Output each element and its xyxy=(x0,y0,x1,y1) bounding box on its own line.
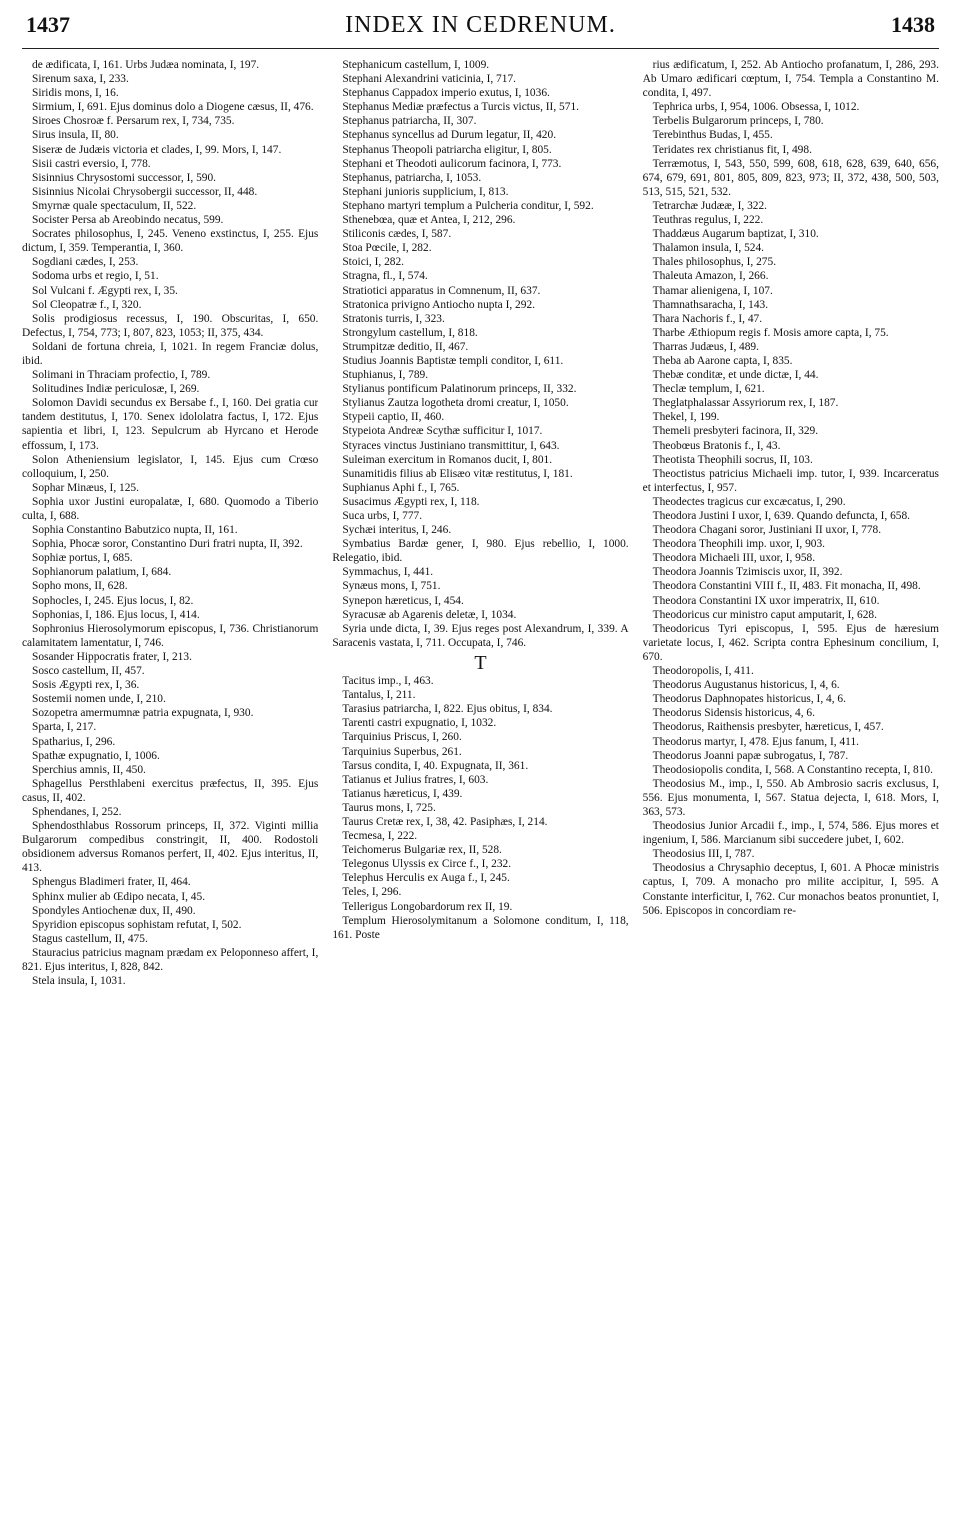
index-entry: Siseræ de Judæis victoria et clades, I, 99. Mors, I, 147. xyxy=(32,143,282,156)
index-entry: Tetrarchæ Judææ, I, 322. xyxy=(652,199,768,212)
index-entry: Styraces vinctus Justiniano transmittitur, I, 643. xyxy=(342,439,560,452)
index-entry: Sophiæ portus, I, 685. xyxy=(32,552,133,565)
page-number-left: 1437 xyxy=(26,12,70,37)
index-entry: Sisinnius Chrysostomi successor, I, 590. xyxy=(32,171,217,184)
index-entry: Studius Joannis Baptistæ templi conditor, I, 611. xyxy=(342,354,564,367)
index-entry: Theodosius III, I, 787. xyxy=(652,848,755,861)
index-column-1 xyxy=(22,58,318,1532)
index-entry: Susacimus Ægypti rex, I, 118. xyxy=(342,495,480,508)
index-entry: Stoa Pœcile, I, 282. xyxy=(342,242,432,255)
index-entry: Stratonica privigno Antiocho nupta I, 292. xyxy=(342,298,535,311)
index-entry: Stuphianus, I, 789. xyxy=(342,369,429,382)
index-entry: Tatianus et Julius fratres, I, 603. xyxy=(342,773,489,786)
index-entry: Solomon Davidi secundus ex Bersabe f., I, 160. Dei gratia cur tandem destitutus, I, 170. Senex idololatra factus, I, 172. Ejus sapientia et libri, I, 123. Sepulcrum ab Hyrcano et Herode effossum, I, 173. xyxy=(22,397,319,452)
index-entry: Theodorus Daphnopates historicus, I, 4, 6. xyxy=(652,693,846,706)
index-entry: Theodora Michaeli III, uxor, I, 958. xyxy=(652,552,816,565)
index-entry: Theclæ templum, I, 621. xyxy=(652,383,765,396)
index-entry: Stypeiota Andreæ Scythæ sufficitur I, 1017. xyxy=(342,425,543,438)
index-entry: Teles, I, 296. xyxy=(342,886,402,899)
index-entry: Sophronius Hierosolymorum episcopus, I, 736. Christianorum calamitatem lamentatur, I, 746. xyxy=(22,622,319,649)
index-entry: Themeli presbyteri facinora, II, 329. xyxy=(652,425,819,438)
index-entry: Spyridion episcopus sophistam refutat, I, 502. xyxy=(32,918,242,931)
index-entry: Suca urbs, I, 777. xyxy=(342,510,423,522)
index-entry: Tharras Judæus, I, 489. xyxy=(652,340,759,353)
index-entry: Sophonias, I, 186. Ejus locus, I, 414. xyxy=(32,608,200,621)
index-entry: Tephrica urbs, I, 954, 1006. Obsessa, I, 1012. xyxy=(652,101,860,114)
index-entry: Stypeii captio, II, 460. xyxy=(342,411,445,424)
index-entry: Thamar alienigena, I, 107. xyxy=(652,284,773,297)
index-entry: Sirmium, I, 691. Ejus dominus dolo a Diogene cæsus, II, 476. xyxy=(32,101,314,114)
index-entry: Theodorus, Raithensis presbyter, hæreticus, I, 457. xyxy=(652,721,884,734)
index-entry: Theodosius Junior Arcadii f., imp., I, 574, 586. Ejus mores et ingenium, I, 586. Marcianum sibi succedere jubet, I, 602. xyxy=(642,820,939,847)
index-entry: Teridates rex christianus fit, I, 498. xyxy=(652,143,812,156)
index-entry: Taurus Cretæ rex, I, 38, 42. Pasiphæs, I, 214. xyxy=(342,815,548,828)
index-entry: Telephus Herculis ex Auga f., I, 245. xyxy=(342,872,510,885)
index-entry: Theodosiopolis condita, I, 568. A Constantino recepta, I, 810. xyxy=(652,763,933,776)
index-entry: Suleiman exercitum in Romanos ducit, I, 801. xyxy=(342,453,553,466)
index-entry: Sisinnius Nicolai Chrysobergii successor, II, 448. xyxy=(32,185,258,198)
index-entry: Sosis Ægypti rex, I, 36. xyxy=(32,679,140,692)
page-number-right: 1438 xyxy=(891,12,935,37)
index-entry: Taurus mons, I, 725. xyxy=(342,801,436,814)
index-entry: Tecmesa, I, 222. xyxy=(342,830,418,843)
index-entry: Sol Cleopatræ f., I, 320. xyxy=(32,298,142,311)
index-entry: Soldani de fortuna chreia, I, 1021. In regem Franciæ dolus, ibid. xyxy=(22,340,319,367)
index-entry: Sunamitidis filius ab Elisæo vitæ restitutus, I, 181. xyxy=(342,467,573,480)
index-entry: Sophia uxor Justini europalatæ, I, 680. Quomodo a Tiberio culta, I, 688. xyxy=(22,495,319,522)
index-entry: Stephani Alexandrini vaticinia, I, 717. xyxy=(342,73,516,86)
index-entry: Sphengus Bladimeri frater, II, 464. xyxy=(32,876,191,889)
index-entry: Stela insula, I, 1031. xyxy=(32,975,126,988)
index-entry: Siridis mons, I, 16. xyxy=(32,87,119,100)
index-entry: Theoctistus patricius Michaeli imp. tutor, I, 939. Incarceratus et interfectus, I, 957. xyxy=(642,467,939,494)
index-entry: Suphianus Aphi f., I, 765. xyxy=(342,481,460,494)
index-entry: Synæus mons, I, 751. xyxy=(342,580,441,593)
index-entry: Theodorus Sidensis historicus, 4, 6. xyxy=(652,707,815,720)
index-entry: Sophia, Phocæ soror, Constantino Duri fratri nupta, II, 392. xyxy=(32,538,303,551)
index-entry: Tharbe Æthiopum regis f. Mosis amore capta, I, 75. xyxy=(652,326,889,339)
index-entry: Socister Persa ab Areobindo necatus, 599. xyxy=(32,214,224,227)
index-entry: Tarsus condita, I, 40. Expugnata, II, 361. xyxy=(342,759,529,772)
index-entry: Tarenti castri expugnatio, I, 1032. xyxy=(342,717,497,730)
index-entry: Theodoricus cur ministro caput amputarit, I, 628. xyxy=(652,608,877,621)
index-entry: Sophocles, I, 245. Ejus locus, I, 82. xyxy=(32,594,194,607)
index-entry: Stagus castellum, II, 475. xyxy=(32,932,148,945)
index-entry: Sostemii nomen unde, I, 210. xyxy=(32,693,166,706)
index-entry: Theodosius M., imp., I, 550. Ab Ambrosio sacris exclusus, I, 556. Ejus monumenta, I, 567. Statua dejecta, I, 618. Mors, I, 363, 573. xyxy=(642,777,939,818)
index-entry: Theodectes tragicus cur excæcatus, I, 290. xyxy=(652,495,846,508)
index-entry: Solon Atheniensium legislator, I, 145. Ejus cum Crœso colloquium, I, 250. xyxy=(22,453,319,480)
index-entry: Thales philosophus, I, 275. xyxy=(652,256,777,269)
index-entry: Symbatius Bardæ gener, I, 980. Ejus rebellio, I, 1000. Relegatio, ibid. xyxy=(332,538,629,565)
index-entry: Sperchius amnis, II, 450. xyxy=(32,763,146,776)
index-entry: Stephanus, patriarcha, I, 1053. xyxy=(342,171,482,184)
index-entry: Theodoropolis, I, 411. xyxy=(652,665,754,678)
index-entry: Theodora Constantini VIII f., II, 483. Fit monacha, II, 498. xyxy=(652,580,921,593)
index-entry: Symmachus, I, 441. xyxy=(342,566,434,579)
index-entry: Thamnathsaracha, I, 143. xyxy=(652,298,769,311)
index-entry: Tarquinius Priscus, I, 260. xyxy=(342,731,462,744)
index-entry: Sirenum saxa, I, 233. xyxy=(32,73,129,86)
index-entry: Spatharius, I, 296. xyxy=(32,735,116,748)
index-entry: Stephani junioris supplicium, I, 813. xyxy=(342,185,509,198)
index-entry: Stoici, I, 282. xyxy=(342,256,405,269)
index-columns xyxy=(22,58,939,1532)
index-entry: Sopho mons, II, 628. xyxy=(32,580,128,593)
index-entry: Sodoma urbs et regio, I, 51. xyxy=(32,270,159,283)
index-entry: Stephanus syncellus ad Durum legatur, II, 420. xyxy=(342,129,557,142)
index-entry: Thara Nachoris f., I, 47. xyxy=(652,312,763,325)
index-entry: Theodorus Joanni papæ subrogatus, I, 787. xyxy=(652,749,849,762)
index-entry: Sogdiani cædes, I, 253. xyxy=(32,256,139,269)
index-column-3 xyxy=(643,58,939,1532)
index-entry: Tacitus imp., I, 463. xyxy=(342,675,434,688)
index-entry: Spathæ expugnatio, I, 1006. xyxy=(32,749,160,762)
index-entry: Telegonus Ulyssis ex Circe f., I, 232. xyxy=(342,858,512,871)
index-entry: Syracusæ ab Agarenis deletæ, I, 1034. xyxy=(342,608,517,621)
index-entry: Theodorus martyr, I, 478. Ejus fanum, I, 411. xyxy=(652,735,859,748)
index-entry: Templum Hierosolymitanum a Solomone conditum, I, 118, 161. Poste xyxy=(332,914,629,941)
index-entry: Theodora Theophili imp. uxor, I, 903. xyxy=(652,538,826,551)
index-entry: Tarasius patriarcha, I, 822. Ejus obitus, I, 834. xyxy=(342,703,553,716)
index-entry: Sozopetra amermumnæ patria expugnata, I, 930. xyxy=(32,707,254,720)
index-entry: Strumpitzæ deditio, II, 467. xyxy=(342,340,469,353)
index-entry: Tellerigus Longobardorum rex II, 19. xyxy=(342,900,513,913)
index-entry: Solimani in Thraciam profectio, I, 789. xyxy=(32,369,211,382)
index-entry: Sosco castellum, II, 457. xyxy=(32,665,145,678)
index-entry: Sthenebœa, quæ et Antea, I, 212, 296. xyxy=(342,214,516,227)
index-entry: Theodorus Augustanus historicus, I, 4, 6. xyxy=(652,679,840,692)
index-entry: rius ædificatum, I, 252. Ab Antiocho profanatum, I, 286, 293. Ab Umaro ædificari cœptum, I, 754. Templa a Constantino M. condita, I, 497. xyxy=(642,59,939,100)
index-entry: Stephano martyri templum a Pulcheria conditur, I, 592. xyxy=(342,199,594,212)
index-entry: de ædificata, I, 161. Urbs Judæa nominata, I, 197. xyxy=(32,59,260,71)
index-entry: Sophia Constantino Babutzico nupta, II, 161. xyxy=(32,524,238,537)
index-entry: Sphinx mulier ab Œdipo necata, I, 45. xyxy=(32,890,206,903)
index-entry: Stylianus Zautza logotheta dromi creatur, I, 1050. xyxy=(342,397,569,410)
index-entry: Syria unde dicta, I, 39. Ejus reges post Alexandrum, I, 339. A Saracenis vastata, I, 711. Occupata, I, 746. xyxy=(332,622,629,649)
index-entry: Theodosius a Chrysaphio deceptus, I, 601. A Phocæ ministris captus, I, 709. A monacho pro milite accipitur, I, 595. A Constante interficitur, I, 762. Cur monachos beatos pronuntiet, I, 506. Episcopos in concordiam re- xyxy=(642,862,939,917)
index-entry: Stylianus pontificum Palatinorum princeps, II, 332. xyxy=(342,383,577,396)
index-entry: Stratiotici apparatus in Comnenum, II, 637. xyxy=(342,284,541,297)
index-entry: Theba ab Aarone capta, I, 835. xyxy=(652,354,793,367)
index-entry: Stephanus patriarcha, II, 307. xyxy=(342,115,477,128)
index-entry: Thekel, I, 199. xyxy=(652,411,720,424)
index-entry: Thaddæus Augarum baptizat, I, 310. xyxy=(652,228,819,241)
index-entry: Stauracius patricius magnam prædam ex Peloponneso affert, I, 821. Ejus interitus, I, 828, 842. xyxy=(22,946,319,973)
index-entry: Sphagellus Persthlabeni exercitus præfectus, II, 395. Ejus casus, II, 402. xyxy=(22,777,319,804)
index-entry: Thalamon insula, I, 524. xyxy=(652,242,765,255)
section-letter: T xyxy=(474,651,487,674)
index-entry: Stiliconis cædes, I, 587. xyxy=(342,228,452,241)
index-entry: Terebinthus Budas, I, 455. xyxy=(652,129,773,142)
index-entry: Theodora Constantini IX uxor imperatrix, II, 610. xyxy=(652,594,880,607)
index-entry: Stephani et Theodoti aulicorum facinora, I, 773. xyxy=(342,157,562,170)
index-entry: Siroes Chosroæ f. Persarum rex, I, 734, 735. xyxy=(32,115,235,128)
running-title: INDEX IN CEDRENUM. xyxy=(345,12,616,38)
index-entry: Teichomerus Bulgariæ rex, II, 528. xyxy=(342,844,502,857)
index-entry: Tatianus hæreticus, I, 439. xyxy=(342,787,463,800)
index-entry: Synepon hæreticus, I, 454. xyxy=(342,594,464,607)
index-entry: Sparta, I, 217. xyxy=(32,721,97,734)
index-entry: Sirus insula, II, 80. xyxy=(32,129,119,142)
index-entry: Strongylum castellum, I, 818. xyxy=(342,326,478,339)
index-entry: Sisii castri eversio, I, 778. xyxy=(32,157,151,170)
index-entry: Stephanicum castellum, I, 1009. xyxy=(342,59,490,71)
index-entry: Stephanus Theopoli patriarcha eligitur, I, 805. xyxy=(342,143,552,156)
index-entry: Sphendanes, I, 252. xyxy=(32,805,122,818)
index-entry: Tarquinius Superbus, 261. xyxy=(342,745,462,758)
index-entry: Stephanus Cappadox imperio exutus, I, 1036. xyxy=(342,87,550,100)
index-entry: Theotista Theophili socrus, II, 103. xyxy=(652,453,813,466)
index-entry: Sychæi interitus, I, 246. xyxy=(342,524,452,537)
page-header xyxy=(22,8,939,49)
index-entry: Terræmotus, I, 543, 550, 599, 608, 618, 628, 639, 640, 656, 674, 679, 691, 801, 805, 809, 823, 973; II, 372, 438, 500, 503, 513, 515, 521, 532. xyxy=(642,157,939,198)
index-entry: Sophianorum palatium, I, 684. xyxy=(32,566,172,579)
index-entry: Tantalus, I, 211. xyxy=(342,689,416,702)
index-entry: Sophar Minæus, I, 125. xyxy=(32,481,139,494)
index-entry: Stragna, fl., I, 574. xyxy=(342,270,428,283)
index-entry: Teuthras regulus, I, 222. xyxy=(652,214,764,227)
index-entry: Theobœus Bratonis f., I, 43. xyxy=(652,439,781,452)
index-entry: Terbelis Bulgarorum princeps, I, 780. xyxy=(652,115,824,128)
index-entry: Sosander Hippocratis frater, I, 213. xyxy=(32,650,192,663)
index-entry: Sphendosthlabus Rossorum princeps, II, 372. Viginti millia Bulgarorum compedibus constringit, II, 400. Rodostoli obsidionem adversus Romanos perfert, II, 402. Ejus interitus, II, 413. xyxy=(22,820,319,875)
index-entry: Theodoricus Tyri episcopus, I, 595. Ejus de hæresium varietate locus, I, 462. Scripta contra Ephesinum concilium, I, 670. xyxy=(642,622,939,663)
index-entry: Theodora Justini I uxor, I, 639. Quando defuncta, I, 658. xyxy=(652,510,911,522)
index-entry: Theglatphalassar Assyriorum rex, I, 187. xyxy=(652,397,839,410)
index-entry: Thebæ conditæ, et unde dictæ, I, 44. xyxy=(652,369,819,382)
index-entry: Socrates philosophus, I, 245. Veneno exstinctus, I, 255. Ejus dictum, I, 359. Temperantia, I, 360. xyxy=(22,228,319,255)
index-entry: Solis prodigiosus recessus, I, 190. Obscuritas, I, 650. Defectus, I, 754, 773; I, 807, 823, 1053; II, 375, 434. xyxy=(22,312,319,339)
index-entry: Solitudines Indiæ periculosæ, I, 269. xyxy=(32,383,200,396)
index-entry: Theodora Joannis Tzimiscis uxor, II, 392. xyxy=(652,566,843,579)
index-entry: Smyrnæ quale spectaculum, II, 522. xyxy=(32,199,197,212)
index-entry: Stephanus Mediæ præfectus a Turcis victus, II, 571. xyxy=(342,101,579,114)
index-entry: Thaleuta Amazon, I, 266. xyxy=(652,270,769,283)
index-entry: Spondyles Antiochenæ dux, II, 490. xyxy=(32,904,196,917)
index-entry: Sol Vulcani f. Ægypti rex, I, 35. xyxy=(32,284,178,297)
index-entry: Stratonis turris, I, 323. xyxy=(342,312,445,325)
index-entry: Theodora Chagani soror, Justiniani II uxor, I, 778. xyxy=(652,524,882,537)
index-column-2 xyxy=(332,58,628,1532)
